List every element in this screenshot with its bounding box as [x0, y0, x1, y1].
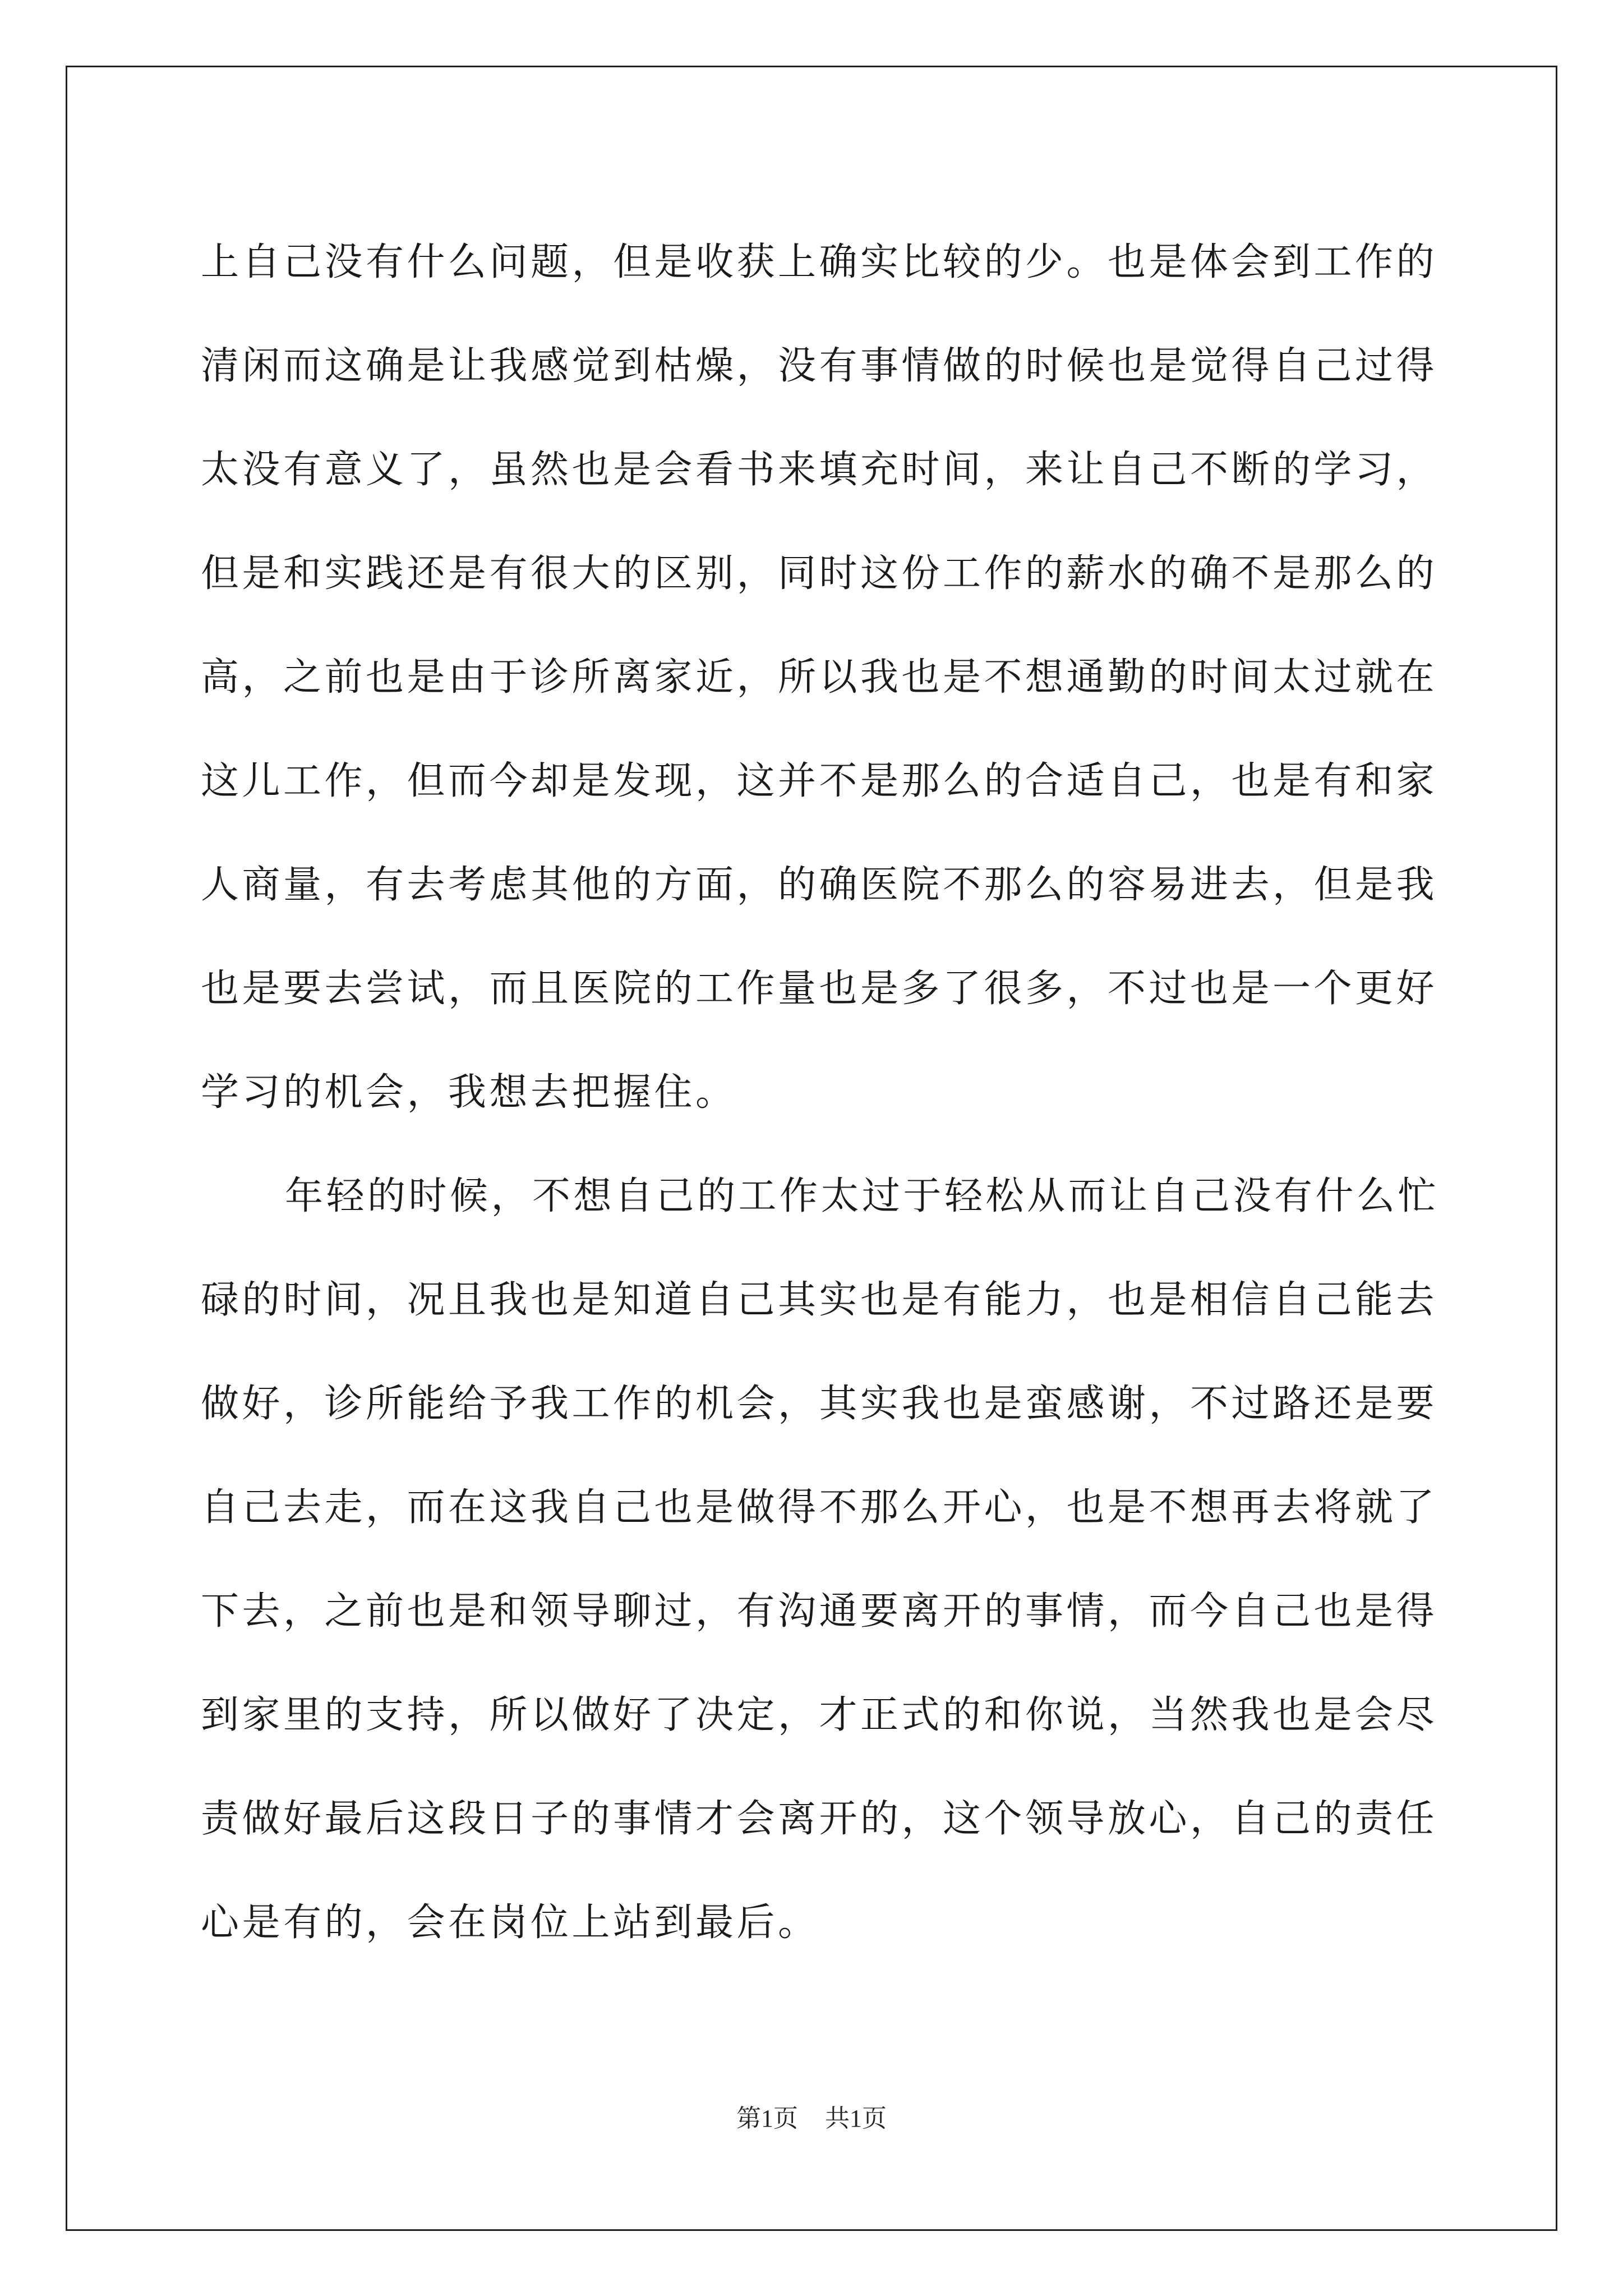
- text-line: 上自己没有什么问题，但是收获上确实比较的少。也是体会到工作的: [201, 240, 1438, 284]
- paragraph-start-line: 年轻的时候，不想自己的工作太过于轻松从而让自己没有什么忙: [285, 1174, 1440, 1218]
- text-line: 做好，诊所能给予我工作的机会，其实我也是蛮感谢，不过路还是要: [201, 1382, 1438, 1426]
- page-footer: [0, 2098, 1623, 2134]
- text-line: 到家里的支持，所以做好了决定，才正式的和你说，当然我也是会尽: [201, 1693, 1438, 1737]
- text-line: 心是有的，会在岗位上站到最后。: [201, 1901, 819, 1945]
- text-line: 也是要去尝试，而且医院的工作量也是多了很多，不过也是一个更好: [201, 967, 1438, 1011]
- document-body: [201, 210, 1440, 1975]
- text-line: 下去，之前也是和领导聊过，有沟通要离开的事情，而今自己也是得: [201, 1589, 1438, 1634]
- text-line: 高，之前也是由于诊所离家近，所以我也是不想通勤的时间太过就在: [201, 655, 1438, 700]
- text-line: 自己去走，而在这我自己也是做得不那么开心，也是不想再去将就了: [201, 1485, 1438, 1530]
- page-number-total: 共1页: [825, 2105, 887, 2132]
- page-number-current: 第1页: [736, 2105, 798, 2132]
- text-line: 这儿工作，但而今却是发现，这并不是那么的合适自己，也是有和家: [201, 759, 1438, 803]
- text-line: 但是和实践还是有很大的区别，同时这份工作的薪水的确不是那么的: [201, 551, 1438, 596]
- text-line: 太没有意义了，虽然也是会看书来填充时间，来让自己不断的学习，: [201, 448, 1438, 492]
- text-line: 责做好最后这段日子的事情才会离开的，这个领导放心，自己的责任: [201, 1797, 1438, 1841]
- text-line: 清闲而这确是让我感觉到枯燥，没有事情做的时候也是觉得自己过得: [201, 344, 1438, 388]
- text-line: 碌的时间，况且我也是知道自己其实也是有能力，也是相信自己能去: [201, 1278, 1438, 1322]
- text-line: 人商量，有去考虑其他的方面，的确医院不那么的容易进去，但是我: [201, 863, 1438, 907]
- text-line: 学习的机会，我想去把握住。: [201, 1070, 737, 1115]
